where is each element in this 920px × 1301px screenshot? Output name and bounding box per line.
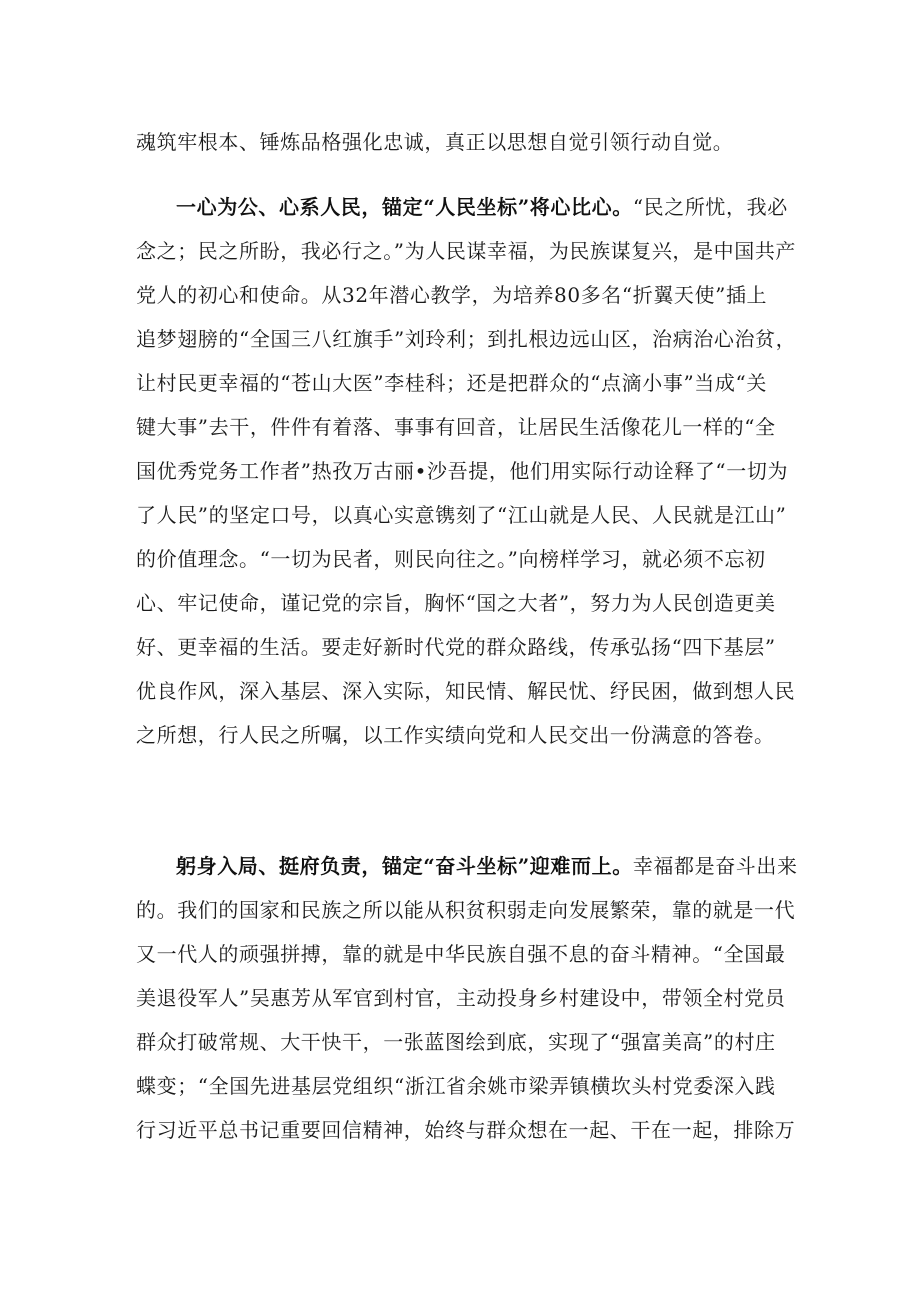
paragraph-lead: 躬身入局、挺府负责，锚定“奋斗坐标”迎难而上。 [176, 854, 633, 878]
text-line: 国优秀党务工作者”热孜万古丽•沙吾提，他们用实际行动诠释了“一切为 [136, 459, 789, 483]
text-line [176, 846, 796, 886]
text-line: 蝶变；“全国先进基层党组织“浙江省余姚市梁弄镇横坎头村党委深入践 [136, 1074, 776, 1098]
paragraph-lead: 一心为公、心系人民，锚定“人民坐标”将心比心。 [176, 195, 633, 219]
text-line: 之所想，行人民之所嘱，以工作实绩向党和人民交出一份满意的答卷。 [136, 723, 775, 747]
text-line: 群众打破常规、大干快干，一张蓝图绘到底，实现了“强富美高”的村庄 [136, 1030, 776, 1054]
text-line: 好、更幸福的生活。要走好新时代党的群众路线，传承弘扬“四下基层” [136, 635, 776, 659]
text-line: 魂筑牢根本、锤炼品格强化忠诚，真正以思想自觉引领行动自觉。 [136, 130, 734, 154]
text-run: “民之所忧，我必 [632, 195, 788, 219]
text-line: 让村民更幸福的“苍山大医”李桂科；还是把群众的“点滴小事”当成“关 [136, 371, 767, 395]
text-run: 幸福都是奋斗出来 [632, 854, 798, 878]
text-line: 的。我们的国家和民族之所以能从积贫积弱走向发展繁荣，靠的就是一代 [136, 898, 796, 922]
text-line: 键大事”去干，件件有着落、事事有回音，让居民生活像花儿一样的“全 [136, 415, 776, 439]
text-line: 追梦翅膀的“全国三八红旗手”刘玲利；到扎根边远山区，治病治心治贫， [136, 327, 797, 351]
text-line [176, 187, 796, 227]
text-line: 的价值理念。“一切为民者，则民向往之。”向榜样学习，就必须不忘初 [136, 547, 766, 571]
text-line: 行习近平总书记重要回信精神，始终与群众想在一起、干在一起，排除万 [136, 1118, 796, 1142]
text-line: 又一代人的顽强拼搏，靠的就是中华民族自强不息的奋斗精神。“全国最 [136, 942, 786, 966]
text-line: 念之；民之所盼，我必行之。”为人民谋幸福，为民族谋复兴，是中国共产 [136, 239, 797, 263]
text-line: 党人的初心和使命。从32年潜心教学，为培养80多名“折翼天使”插上 [136, 283, 768, 307]
text-line: 了人民”的坚定口号，以真心实意镌刻了“江山就是人民、人民就是江山” [136, 503, 787, 527]
text-line: 美退役军人”吴惠芳从军官到村官，主动投身乡村建设中，带领全村党员 [136, 986, 786, 1010]
text-line: 优良作风，深入基层、深入实际，知民情、解民忧、纾民困，做到想人民 [136, 679, 796, 703]
text-line: 心、牢记使命，谨记党的宗旨，胸怀“国之大者”，努力为人民创造更美 [136, 591, 776, 615]
